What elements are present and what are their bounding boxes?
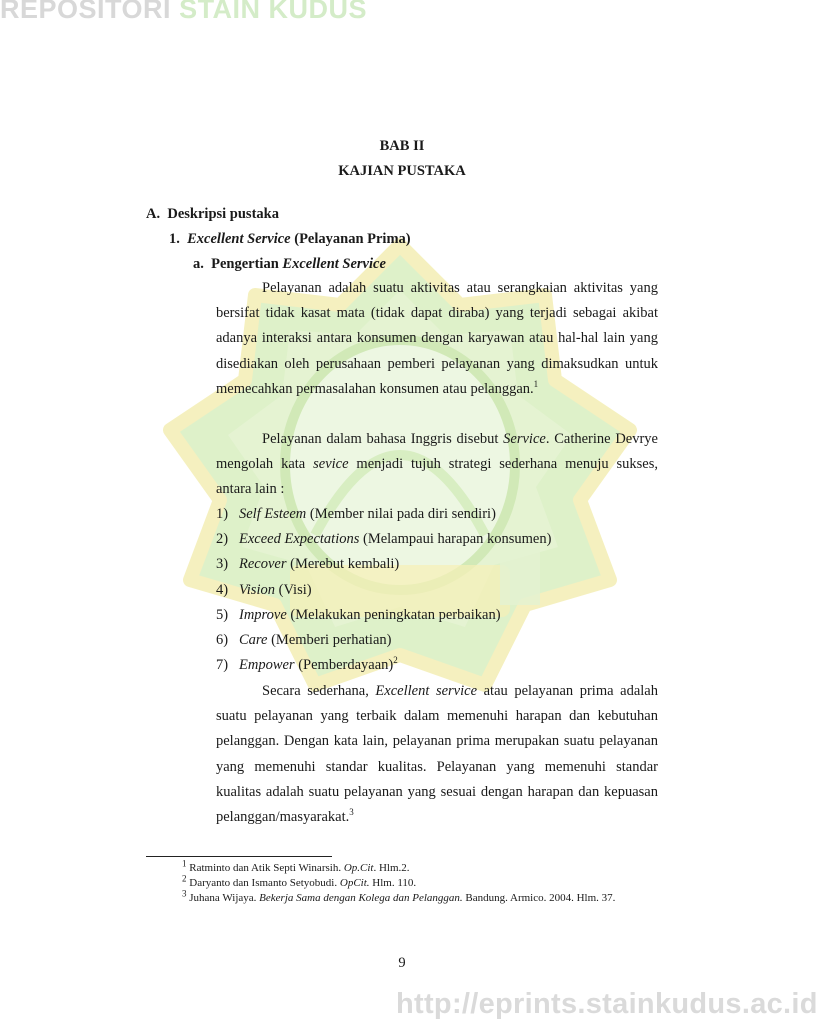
list-item [216, 603, 658, 628]
strategy-list [216, 502, 658, 678]
subsection-a-title-italic: Excellent Service [282, 256, 386, 272]
section-a-heading [146, 205, 279, 223]
subsection-1-title-italic: Excellent Service [187, 231, 291, 247]
footnote-ref-3: 3 [349, 807, 354, 818]
footnote-number: 1 [182, 858, 187, 869]
watermark-stain-kudus: STAIN KUDUS [179, 0, 368, 24]
chapter-title: KAJIAN PUSTAKA [338, 163, 466, 179]
footnote-number: 2 [182, 873, 187, 884]
footnote-text: Ratminto dan Atik Septi Winarsih. [189, 862, 344, 874]
subsection-1-heading [169, 230, 411, 248]
paragraph-excellent-service [216, 679, 658, 830]
para3-italic-excellent-service: Excellent service [375, 683, 478, 699]
list-item [216, 527, 658, 552]
repository-url-watermark: http://eprints.stainkudus.ac.id [396, 988, 818, 1020]
subsection-1-title-rest: (Pelayanan Prima) [290, 231, 411, 247]
list-item-number: 2) [216, 531, 229, 548]
subsection-a-title: Pengertian [211, 256, 283, 272]
list-item [216, 552, 658, 577]
list-item [216, 628, 658, 653]
list-item-desc: (Pemberdayaan) [294, 657, 394, 674]
subsection-1-label: 1. [169, 231, 180, 247]
section-a-label: A. [146, 206, 161, 222]
repository-watermark-header [0, 0, 367, 25]
list-item-term: Improve [239, 606, 287, 623]
footnote-text: Daryanto dan Ismanto Setyobudi. [189, 877, 340, 889]
footnote-text-end: . Hlm.2. [373, 862, 410, 874]
list-item-desc: (Visi) [274, 581, 312, 598]
list-item-desc: (Memberi perhatian) [267, 631, 392, 648]
list-item-desc: (Melakukan peningkatan perbaikan) [286, 606, 501, 623]
footnote-ref-2: 2 [393, 655, 398, 666]
list-item [216, 578, 658, 603]
footnote-ref-1: 1 [533, 378, 539, 389]
list-item-number: 6) [216, 631, 229, 648]
footnote-italic: Op.Cit [343, 862, 374, 874]
footnote-italic: Bekerja Sama dengan Kolega dan Pelanggan. [259, 892, 463, 904]
watermark-repositori: REPOSITORI [0, 0, 172, 24]
para3-text-1: Secara sederhana, [262, 683, 376, 699]
paragraph-definition [216, 276, 658, 402]
para2-italic-service: Service [503, 431, 546, 447]
para2-text-3: menjadi tujuh strategi sederhana menuju sukses, antara lain : [216, 456, 658, 498]
list-item-desc: (Melampaui harapan konsumen) [359, 531, 552, 548]
list-item-desc: (Member nilai pada diri sendiri) [306, 506, 496, 522]
list-item-term: Exceed Expectations [239, 531, 360, 548]
list-item-number: 7) [216, 657, 229, 674]
chapter-label: BAB II [379, 138, 425, 154]
page-number: 9 [398, 955, 406, 971]
section-a-title: Deskripsi pustaka [167, 206, 279, 222]
paragraph-service-strategy [216, 427, 658, 503]
para3-text-2: atau pelayanan prima adalah suatu pelayanan yang terbaik dalam memenuhi harapan dan kebutuhan pelanggan. Dengan kata lain, pelayanan prima merupakan suatu pelayanan yang memenuhi standar kualitas. Pelayanan yang memenuhi standar kualitas adalah suatu pelayanan yang sesuai dengan harapan dan kepuasan pelanggan/masyarakat. [216, 683, 658, 826]
footnote-number: 3 [182, 888, 187, 899]
list-item [216, 502, 658, 527]
footnote-separator [146, 856, 332, 857]
paragraph-definition-text: Pelayanan adalah suatu aktivitas atau serangkaian aktivitas yang bersifat tidak kasat mata (tidak dapat diraba) yang terjadi sebagai akibat adanya interaksi antara konsumen dengan karyawan atau hal-hal lain yang disediakan oleh perusahaan pemberi pelayanan yang dimaksudkan untuk memecahkan permasalahan konsumen atau pelanggan. [216, 280, 658, 397]
list-item-number: 1) [216, 506, 229, 522]
footnote-text: Juhana Wijaya. [189, 892, 260, 904]
footnote-text-end: Bandung. Armico. 2004. Hlm. 37. [462, 892, 616, 904]
footnote-1 [146, 858, 658, 875]
footnote-2 [146, 873, 658, 890]
list-item-desc: (Merebut kembali) [286, 556, 400, 573]
list-item-number: 3) [216, 556, 229, 573]
list-item-term: Empower [239, 657, 295, 674]
footnote-italic: OpCit. [339, 877, 370, 889]
list-item-term: Recover [239, 556, 287, 573]
list-item-term: Vision [239, 581, 275, 598]
footnote-text-end: Hlm. 110. [369, 877, 417, 889]
subsection-a-heading [193, 255, 386, 273]
list-item-term: Self Esteem [239, 506, 307, 522]
list-item-term: Care [239, 631, 268, 648]
list-item-number: 5) [216, 606, 229, 623]
para2-italic-sevice: sevice [313, 456, 349, 473]
footnote-3 [146, 888, 658, 905]
para2-text-1: Pelayanan dalam bahasa Inggris disebut [262, 431, 504, 447]
para2-text-2: . Catherine Devrye mengolah kata [216, 431, 658, 473]
list-item [216, 653, 658, 678]
list-item-number: 4) [216, 581, 229, 598]
subsection-a-label: a. [193, 256, 204, 272]
